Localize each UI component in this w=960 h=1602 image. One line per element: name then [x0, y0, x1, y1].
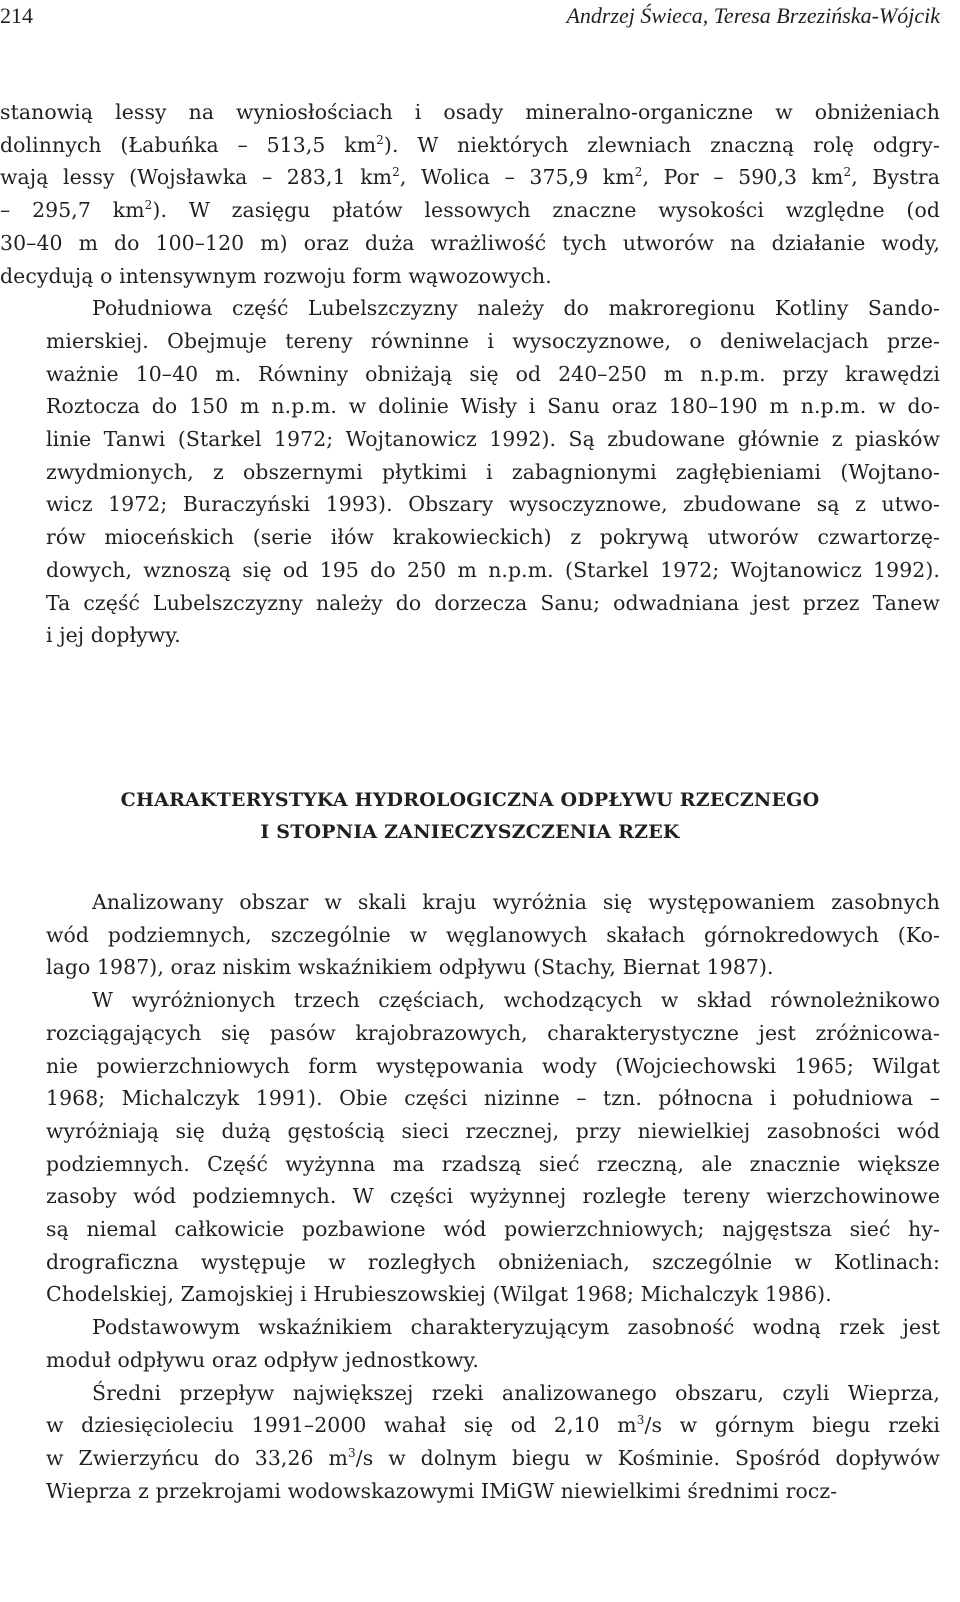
- text-line: w dziesięcioleciu 1991–2000 wahał się od 2,10 $m^3/s$ w górnym biegu rzeki: [46, 1413, 941, 1438]
- text-line: i jej dopływy.: [46, 623, 181, 648]
- text-line: Podstawowym wskaźnikiem charakteryzującym zasobność wodną rzek jest: [92, 1315, 940, 1340]
- section-heading: [0, 784, 940, 848]
- body-text-top: [0, 96, 940, 652]
- text-line: 1968; Michalczyk 1991). Obie części nizinne – tzn. północna i południowa –: [46, 1086, 940, 1111]
- text-line: Roztocza do 150 m n.p.m. w dolinie Wisły i Sanu oraz 180–190 m n.p.m. w do-: [46, 394, 940, 419]
- paragraph: [0, 1377, 940, 1508]
- text-line: Analizowany obszar w skali kraju wyróżnia się występowaniem zasobnych: [92, 890, 940, 914]
- text-line: dolinnych (Łabuńka – 513,5 $km^2$). W niektórych zlewniach znaczną rolę odgry-: [0, 132, 940, 157]
- text-line: wają lessy (Wojsławka – 283,1 $km^2$, Wolica – 375,9 $km^2$, Por – 590,3 $km^2$, Bystra: [0, 165, 940, 190]
- text-line: stanowią lessy na wyniosłościach i osady mineralno-organiczne w obniżeniach: [0, 100, 940, 124]
- paragraph: [0, 886, 940, 984]
- paragraph: [0, 292, 940, 652]
- text-line: decydują o intensywnym rozwoju form wąwozowych.: [0, 263, 552, 288]
- text-line: W wyróżnionych trzech częściach, wchodzących w skład równoleżnikowo: [92, 988, 940, 1013]
- page-number: 214: [0, 3, 33, 28]
- text-line: rów mioceńskich (serie iłów krakowieckich) z pokrywą utworów czwartorzę-: [46, 525, 940, 550]
- section-heading-line-1: CHARAKTERYSTYKA HYDROLOGICZNA ODPŁYWU RZECZNEGO: [120, 789, 820, 811]
- text-line: wód podziemnych, szczególnie w węglanowych skałach górnokredowych (Ko-: [46, 922, 940, 947]
- text-line: lago 1987), oraz niskim wskaźnikiem odpływu (Stachy, Biernat 1987).: [46, 955, 774, 980]
- text-line: wyróżniają się dużą gęstością sieci rzecznej, przy niewielkiej zasobności wód: [46, 1118, 940, 1143]
- text-line: – 295,7 $km^2$). W zasięgu płatów lessowych znaczne wysokości względne (od: [0, 198, 940, 223]
- paragraph: [0, 96, 940, 292]
- text-line: moduł odpływu oraz odpływ jednostkowy.: [46, 1347, 480, 1372]
- text-line: Wieprza z przekrojami wodowskazowymi IMiGW niewielkimi średnimi rocz-: [46, 1478, 838, 1503]
- text-line: podziemnych. Część wyżynna ma rzadszą sieć rzeczną, ale znacznie większe: [46, 1151, 940, 1176]
- text-line: mierskiej. Obejmuje tereny równinne i wysoczyznowe, o deniwelacjach prze-: [46, 328, 940, 353]
- text-line: drograficzna występuje w rozległych obniżeniach, szczególnie w Kotlinach:: [46, 1249, 940, 1274]
- text-line: Średni przepływ największej rzeki analizowanego obszaru, czyli Wieprza,: [92, 1380, 940, 1405]
- text-line: w Zwierzyńcu do 33,26 $m^3/s$ w dolnym biegu w Kośminie. Spośród dopływów: [46, 1445, 940, 1470]
- text-line: zwydmionych, z obszernymi płytkimi i zabagnionymi zagłębieniami (Wojtano-: [46, 459, 940, 484]
- text-line: nie powierzchniowych form występowania wody (Wojciechowski 1965; Wilgat: [46, 1053, 940, 1078]
- text-line: dowych, wznoszą się od 195 do 250 m n.p.m. (Starkel 1972; Wojtanowicz 1992).: [46, 557, 940, 582]
- text-line: są niemal całkowicie pozbawione wód powierzchniowych; najgęstsza sieć hy-: [46, 1217, 940, 1242]
- text-line: Chodelskiej, Zamojskiej i Hrubieszowskiej (Wilgat 1968; Michalczyk 1986).: [46, 1282, 832, 1307]
- text-line: Południowa część Lubelszczyzny należy do makroregionu Kotliny Sando-: [92, 296, 940, 321]
- paragraph: [0, 1311, 940, 1376]
- text-line: ważnie 10–40 m. Równiny obniżają się od 240–250 m n.p.m. przy krawędzi: [46, 361, 940, 386]
- text-line: wicz 1972; Buraczyński 1993). Obszary wysoczyznowe, zbudowane są z utwo-: [46, 492, 940, 517]
- section-heading-line-2: I STOPNIA ZANIECZYSZCZENIA RZEK: [260, 821, 680, 843]
- text-line: 30–40 m do 100–120 m) oraz duża wrażliwość tych utworów na działanie wody,: [0, 230, 940, 255]
- running-head-authors: Andrzej Świeca, Teresa Brzezińska-Wójcik: [566, 3, 940, 28]
- text-line: Ta część Lubelszczyzny należy do dorzecza Sanu; odwadniana jest przez Tanew: [46, 590, 940, 615]
- text-line: rozciągających się pasów krajobrazowych, charakterystyczne jest zróżnicowa-: [46, 1020, 940, 1045]
- text-line: zasoby wód podziemnych. W części wyżynnej rozległe tereny wierzchowinowe: [46, 1184, 940, 1209]
- running-head: [0, 0, 940, 40]
- body-text-bottom: [0, 886, 940, 1507]
- paragraph: [0, 984, 940, 1311]
- text-line: linie Tanwi (Starkel 1972; Wojtanowicz 1992). Są zbudowane głównie z piasków: [46, 427, 940, 452]
